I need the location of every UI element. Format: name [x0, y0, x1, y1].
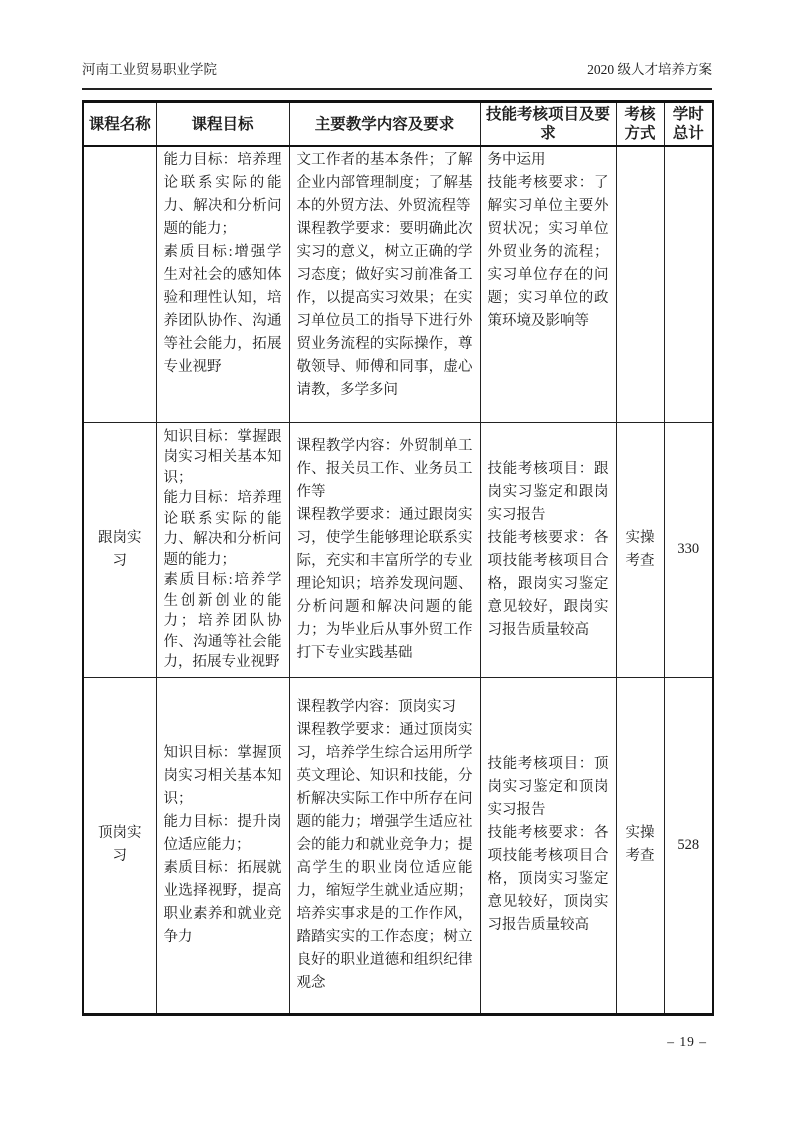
objective-paragraph: 知识目标：掌握顶岗实习相关基本知识； [163, 744, 282, 807]
school-name: 河南工业贸易职业学院 [82, 62, 217, 77]
assessment-paragraph: 技能考核要求：各项技能考核项目合格，顶岗实习鉴定意见较好，顶岗实习报告质量较高 [487, 825, 609, 933]
assessment-paragraph: 技能考核项目：顶岗实习鉴定和顶岗实习报告 [487, 756, 609, 818]
assessment-method-cell [616, 146, 664, 422]
program-title: 2020 级人才培养方案 [587, 62, 712, 77]
content-paragraph: 课程教学要求：要明确此次实习的意义，树立正确的学习态度；做好实习前准备工作，以提高实习效果；在实习单位员工的指导下进行外贸业务流程的实际操作，尊敬领导、师傅和同事，虚心请教，多学多问 [296, 221, 473, 398]
objective-paragraph: 素质目标:增强学生对社会的感知体验和理性认知，培养团队协作、沟通等社会能力，拓展专业视野 [163, 244, 282, 375]
teaching-content-cell [289, 146, 480, 422]
assessment-paragraph: 技能考核要求：了解实习单位主要外贸状况；实习单位外贸业务的流程；实习单位存在的问题；实习单位的政策环境及影响等 [487, 175, 609, 329]
objective-paragraph: 素质目标：拓展就业选择视野，提高职业素养和就业竞争力 [163, 859, 282, 945]
objective-paragraph: 能力目标：提升岗位适应能力； [163, 813, 282, 853]
assessment-paragraph: 务中运用 [487, 152, 546, 168]
assessment-paragraph: 技能考核项目：跟岗实习鉴定和跟岗实习报告 [487, 460, 609, 523]
course-name-cell: 顶岗实习 [83, 677, 156, 1014]
content-paragraph: 课程教学内容：顶岗实习 [296, 698, 456, 715]
col-header-total-hours: 学时总计 [664, 102, 713, 147]
table-row [83, 422, 713, 677]
assessment-method-cell: 实操考查 [616, 677, 664, 1014]
table-row [83, 677, 713, 1014]
objectives-cell [156, 146, 289, 422]
content-paragraph: 课程教学要求：通过顶岗实习，培养学生综合运用所学英文理论、知识和技能，分析解决实际工作中所存在问题的能力；增强学生适应社会的能力和就业竞争力；提高学生的职业岗位适应能力，缩短学生就业适应期；培养实事求是的工作作风，踏踏实实的工作态度；树立良好的职业道德和组织纪律观念 [296, 721, 473, 991]
skill-assessment-cell [480, 146, 616, 422]
content-paragraph: 课程教学内容：外贸制单工作、报关员工作、业务员工作等 [296, 437, 473, 500]
col-header-skill-assessment: 技能考核项目及要求 [480, 102, 616, 147]
skill-assessment-cell [480, 422, 616, 677]
table-row [83, 146, 713, 422]
teaching-content-cell [289, 677, 480, 1014]
objectives-cell [156, 422, 289, 677]
col-header-objectives: 课程目标 [156, 102, 289, 147]
objectives-cell [156, 677, 289, 1014]
objective-paragraph: 知识目标：掌握跟岗实习相关基本知识； [163, 428, 282, 486]
curriculum-table [82, 100, 714, 1016]
content-paragraph: 文工作者的基本条件；了解企业内部管理制度；了解基本的外贸方法、外贸流程等 [296, 152, 473, 214]
col-header-teaching-content: 主要教学内容及要求 [289, 102, 480, 147]
page-header [82, 60, 712, 90]
course-name-cell [83, 146, 156, 422]
total-hours-cell: 528 [664, 677, 713, 1014]
total-hours-cell: 330 [664, 422, 713, 677]
objective-paragraph: 能力目标：培养理论联系实际的能力、解决和分析问题的能力； [163, 490, 282, 568]
page-number: – 19 – [667, 1034, 707, 1049]
skill-assessment-cell [480, 677, 616, 1014]
col-header-assessment-method: 考核方式 [616, 102, 664, 147]
assessment-paragraph: 技能考核要求：各项技能考核项目合格，跟岗实习鉴定意见较好，跟岗实习报告质量较高 [487, 529, 609, 638]
total-hours-cell [664, 146, 713, 422]
teaching-content-cell [289, 422, 480, 677]
content-paragraph: 课程教学要求：通过跟岗实习，使学生能够理论联系实际，充实和丰富所学的专业理论知识；培养发现问题、分析问题和解决问题的能力；为毕业后从事外贸工作打下专业实践基础 [296, 506, 473, 661]
course-name-cell: 跟岗实习 [83, 422, 156, 677]
objective-paragraph: 素质目标:培养学生创新创业的能力；培养团队协作、沟通等社会能力，拓展专业视野 [163, 572, 282, 670]
objective-paragraph: 能力目标：培养理论联系实际的能力、解决和分析问题的能力； [163, 152, 282, 237]
col-header-course-name: 课程名称 [83, 102, 156, 147]
assessment-method-cell: 实操考查 [616, 422, 664, 677]
table-header-row [83, 102, 713, 147]
